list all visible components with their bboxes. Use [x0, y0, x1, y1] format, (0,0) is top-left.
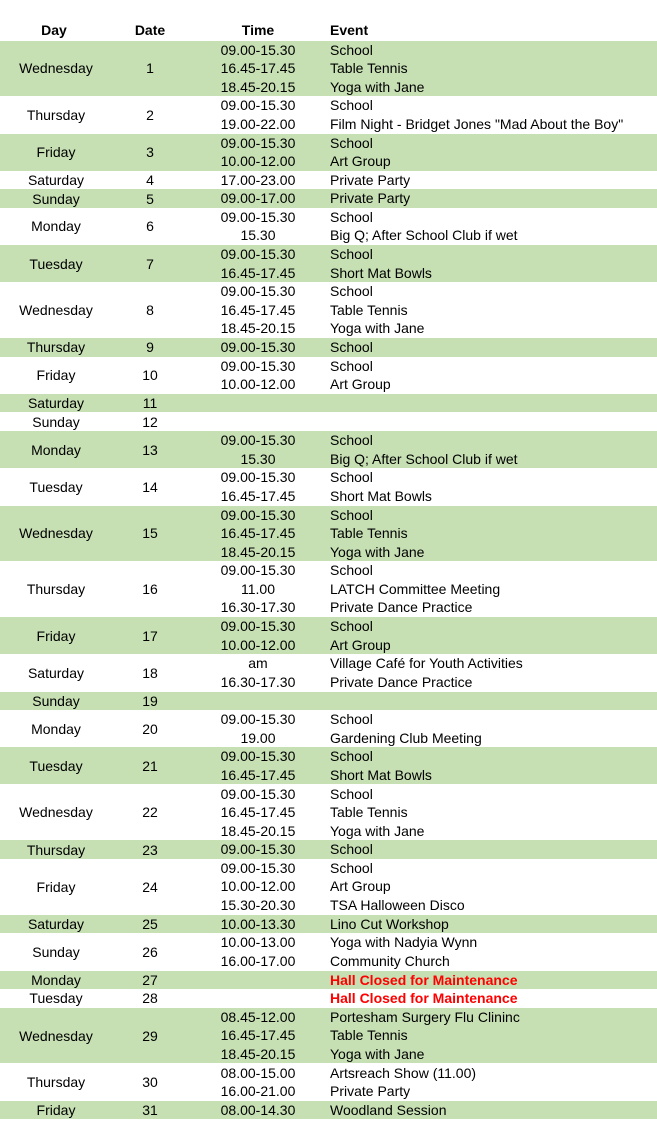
table-row	[0, 245, 657, 282]
event-text: School	[330, 283, 373, 300]
event-text: Private Party	[330, 171, 411, 188]
time-text: 16.45-17.45	[220, 60, 296, 77]
time-text: 09.00-15.30	[220, 432, 296, 449]
event-text: Table Tennis	[330, 1027, 408, 1044]
event-cell	[330, 747, 657, 784]
event-text: School	[330, 562, 373, 579]
event-text: Short Mat Bowls	[330, 264, 432, 281]
event-text: Film Night - Bridget Jones "Mad About the Boy"	[330, 115, 624, 132]
time-text: 09.00-15.30	[220, 41, 296, 58]
event-text: Village Café for Youth Activities	[330, 655, 523, 672]
time-cell	[198, 692, 318, 711]
date-cell: 3	[146, 144, 154, 161]
day-cell: Thursday	[26, 339, 86, 356]
event-cell	[330, 1008, 657, 1064]
date-cell: 23	[142, 841, 158, 858]
time-cell	[198, 1008, 318, 1064]
event-text: School	[330, 432, 373, 449]
time-text: 15.30-20.30	[220, 897, 296, 914]
closure-notice: Hall Closed for Maintenance	[330, 990, 518, 1007]
day-cell: Friday	[36, 878, 76, 895]
time-cell	[198, 1101, 318, 1120]
event-text: Artsreach Show (11.00)	[330, 1064, 477, 1081]
time-cell	[198, 785, 318, 841]
time-text: 09.00-15.30	[220, 841, 296, 858]
time-cell	[198, 413, 318, 432]
table-row	[0, 654, 657, 691]
event-cell	[330, 840, 657, 859]
date-cell: 29	[142, 1027, 158, 1044]
event-text: School	[330, 97, 373, 114]
day-cell: Wednesday	[19, 60, 93, 77]
event-text: School	[330, 859, 373, 876]
table-row	[0, 357, 657, 394]
event-text: Gardening Club Meeting	[330, 729, 482, 746]
time-cell	[198, 394, 318, 413]
event-text: School	[330, 208, 373, 225]
time-text: 18.45-20.15	[220, 543, 296, 560]
time-text: 10.00-12.00	[220, 376, 296, 393]
table-row	[0, 506, 657, 562]
time-text: 09.00-15.30	[220, 859, 296, 876]
day-cell: Saturday	[27, 171, 85, 188]
event-cell	[330, 859, 657, 915]
table-row	[0, 692, 657, 711]
date-cell: 1	[146, 60, 154, 77]
event-text: Table Tennis	[330, 804, 408, 821]
day-cell: Wednesday	[19, 302, 93, 319]
event-cell	[330, 561, 657, 617]
time-cell	[198, 41, 318, 97]
event-text: Private Dance Practice	[330, 599, 473, 616]
table-row	[0, 859, 657, 915]
time-text: 15.30	[240, 450, 276, 467]
event-cell	[330, 245, 657, 282]
event-cell	[330, 96, 657, 133]
day-cell: Tuesday	[29, 990, 83, 1007]
event-text: Art Group	[330, 878, 391, 895]
date-cell: 25	[142, 915, 158, 932]
day-cell: Thursday	[26, 581, 86, 598]
time-text: 09.00-17.00	[220, 190, 296, 207]
event-cell	[330, 189, 657, 208]
event-text: School	[330, 748, 373, 765]
event-text: Table Tennis	[330, 60, 408, 77]
event-text: School	[330, 469, 373, 486]
event-cell	[330, 357, 657, 394]
event-cell	[330, 468, 657, 505]
time-text: 09.00-15.30	[220, 748, 296, 765]
time-text: 18.45-20.15	[220, 1045, 296, 1062]
day-cell: Saturday	[27, 395, 85, 412]
date-cell: 16	[142, 581, 158, 598]
day-cell: Wednesday	[19, 804, 93, 821]
date-cell: 14	[142, 478, 158, 495]
time-text: 16.45-17.45	[220, 525, 296, 542]
date-cell: 24	[142, 878, 158, 895]
time-cell	[198, 506, 318, 562]
time-cell	[198, 971, 318, 990]
event-text: Private Party	[330, 190, 411, 207]
day-cell: Monday	[31, 441, 81, 458]
date-cell: 9	[146, 339, 154, 356]
event-text: Community Church	[330, 952, 450, 969]
time-text: 08.00-15.00	[220, 1064, 296, 1081]
event-cell	[330, 1064, 657, 1101]
date-cell: 13	[142, 441, 158, 458]
event-cell	[330, 338, 657, 357]
event-cell	[330, 971, 657, 990]
event-text: Portesham Surgery Flu Clininc	[330, 1008, 520, 1025]
date-cell: 12	[142, 413, 158, 430]
event-text: School	[330, 785, 373, 802]
table-row	[0, 413, 657, 432]
header-time: Time	[241, 22, 275, 38]
date-cell: 20	[142, 720, 158, 737]
time-cell	[198, 96, 318, 133]
day-cell: Thursday	[26, 841, 86, 858]
time-text: 16.45-17.45	[220, 264, 296, 281]
table-row	[0, 1101, 657, 1120]
time-cell	[198, 617, 318, 654]
date-cell: 26	[142, 943, 158, 960]
event-text: Art Group	[330, 636, 391, 653]
table-row	[0, 208, 657, 245]
time-cell	[198, 747, 318, 784]
time-cell	[198, 282, 318, 338]
table-row	[0, 933, 657, 970]
day-cell: Sunday	[32, 413, 80, 430]
time-cell	[198, 561, 318, 617]
date-cell: 10	[142, 367, 158, 384]
day-cell: Sunday	[32, 943, 80, 960]
header-day: Day	[41, 22, 67, 38]
time-cell	[198, 710, 318, 747]
day-cell: Sunday	[32, 692, 80, 709]
table-row	[0, 971, 657, 990]
table-row	[0, 1008, 657, 1064]
event-text: Yoga with Nadyia Wynn	[330, 934, 478, 951]
time-text: 16.30-17.30	[220, 673, 296, 690]
time-text: 09.00-15.30	[220, 134, 296, 151]
day-cell: Thursday	[26, 1074, 86, 1091]
event-text: Woodland Session	[330, 1101, 447, 1118]
event-text: School	[330, 246, 373, 263]
event-text: Yoga with Jane	[330, 320, 425, 337]
date-cell: 5	[146, 190, 154, 207]
event-cell	[330, 41, 657, 97]
time-text: 09.00-15.30	[220, 339, 296, 356]
time-text: 16.45-17.45	[220, 766, 296, 783]
date-cell: 18	[142, 664, 158, 681]
time-text: 18.45-20.15	[220, 78, 296, 95]
date-cell: 31	[142, 1101, 158, 1118]
table-row	[0, 989, 657, 1008]
event-text: Short Mat Bowls	[330, 487, 432, 504]
event-text: School	[330, 339, 373, 356]
table-row	[0, 1064, 657, 1101]
event-text: School	[330, 841, 373, 858]
date-cell: 4	[146, 171, 154, 188]
time-text: 09.00-15.30	[220, 469, 296, 486]
day-cell: Wednesday	[19, 1027, 93, 1044]
table-row	[0, 617, 657, 654]
table-row	[0, 710, 657, 747]
date-cell: 7	[146, 255, 154, 272]
header-date: Date	[134, 22, 166, 38]
time-text: 09.00-15.30	[220, 246, 296, 263]
event-cell	[330, 506, 657, 562]
time-text: 09.00-15.30	[220, 711, 296, 728]
time-text: 11.00	[241, 580, 275, 597]
table-row	[0, 561, 657, 617]
event-text: Short Mat Bowls	[330, 766, 432, 783]
time-cell	[198, 840, 318, 859]
table-row	[0, 394, 657, 413]
date-cell: 11	[142, 395, 158, 412]
event-text: Private Dance Practice	[330, 673, 473, 690]
time-text: 19.00	[240, 729, 276, 746]
closure-notice: Hall Closed for Maintenance	[330, 971, 518, 988]
time-text: 16.45-17.45	[220, 487, 296, 504]
time-text: 09.00-15.30	[220, 785, 296, 802]
table-row	[0, 785, 657, 841]
time-text: 17.00-23.00	[220, 171, 296, 188]
event-cell	[330, 617, 657, 654]
time-cell	[198, 989, 318, 1008]
event-cell	[330, 282, 657, 338]
time-cell	[198, 1064, 318, 1101]
day-cell: Wednesday	[19, 525, 93, 542]
event-text: Table Tennis	[330, 301, 408, 318]
table-row	[0, 41, 657, 97]
table-row	[0, 840, 657, 859]
event-text: Yoga with Jane	[330, 543, 425, 560]
day-cell: Saturday	[27, 915, 85, 932]
table-row	[0, 431, 657, 468]
event-cell	[330, 413, 657, 432]
time-text: 18.45-20.15	[220, 320, 296, 337]
time-text: 18.45-20.15	[220, 822, 296, 839]
event-text: Big Q; After School Club if wet	[330, 450, 518, 467]
event-text: Table Tennis	[330, 525, 408, 542]
time-text: 16.00-17.00	[220, 952, 296, 969]
time-text: 09.00-15.30	[220, 562, 296, 579]
day-cell: Friday	[36, 367, 76, 384]
day-cell: Monday	[31, 720, 81, 737]
event-cell	[330, 915, 657, 934]
time-cell	[198, 171, 318, 190]
time-text: 09.00-15.30	[220, 506, 296, 523]
event-text: School	[330, 506, 373, 523]
date-cell: 19	[142, 692, 158, 709]
event-cell	[330, 431, 657, 468]
time-text: 09.00-15.30	[220, 97, 296, 114]
time-cell	[198, 208, 318, 245]
time-cell	[198, 134, 318, 171]
table-row	[0, 338, 657, 357]
event-text: School	[330, 357, 373, 374]
day-cell: Friday	[36, 1101, 76, 1118]
date-cell: 28	[142, 990, 158, 1007]
event-cell	[330, 171, 657, 190]
event-cell	[330, 1101, 657, 1120]
table-row	[0, 189, 657, 208]
time-text: 10.00-12.00	[220, 878, 296, 895]
time-text: 16.45-17.45	[220, 301, 296, 318]
event-text: School	[330, 41, 373, 58]
event-cell	[330, 208, 657, 245]
event-cell	[330, 134, 657, 171]
day-cell: Tuesday	[29, 478, 83, 495]
time-cell	[198, 189, 318, 208]
time-text: 09.00-15.30	[220, 357, 296, 374]
date-cell: 17	[142, 627, 158, 644]
time-cell	[198, 933, 318, 970]
date-cell: 6	[146, 218, 154, 235]
table-row	[0, 747, 657, 784]
date-cell: 21	[142, 757, 158, 774]
time-cell	[198, 245, 318, 282]
event-text: Art Group	[330, 376, 391, 393]
time-cell	[198, 859, 318, 915]
table-row	[0, 915, 657, 934]
event-text: Private Party	[330, 1083, 411, 1100]
event-cell	[330, 654, 657, 691]
time-text: 16.30-17.30	[220, 599, 296, 616]
day-cell: Monday	[31, 218, 81, 235]
time-text: 09.00-15.30	[220, 283, 296, 300]
time-text: 08.45-12.00	[220, 1008, 296, 1025]
time-text: 10.00-12.00	[220, 153, 296, 170]
table-row	[0, 134, 657, 171]
table-row	[0, 468, 657, 505]
table-row	[0, 171, 657, 190]
time-cell	[198, 654, 318, 691]
time-cell	[198, 468, 318, 505]
time-text: 09.00-15.30	[220, 208, 296, 225]
day-cell: Friday	[36, 627, 76, 644]
day-cell: Friday	[36, 144, 76, 161]
time-text: am	[248, 655, 268, 672]
date-cell: 22	[142, 804, 158, 821]
day-cell: Saturday	[27, 664, 85, 681]
time-text: 19.00-22.00	[220, 115, 296, 132]
day-cell: Sunday	[32, 190, 80, 207]
event-text: Yoga with Jane	[330, 1045, 425, 1062]
event-text: Lino Cut Workshop	[330, 915, 449, 932]
time-text: 10.00-12.00	[220, 636, 296, 653]
time-text: 16.00-21.00	[220, 1083, 296, 1100]
table-row	[0, 96, 657, 133]
event-text: School	[330, 618, 373, 635]
time-cell	[198, 915, 318, 934]
time-cell	[198, 338, 318, 357]
day-cell: Tuesday	[29, 255, 83, 272]
event-text: Yoga with Jane	[330, 78, 425, 95]
event-cell	[330, 933, 657, 970]
day-cell: Monday	[31, 971, 81, 988]
day-cell: Tuesday	[29, 757, 83, 774]
time-cell	[198, 431, 318, 468]
event-text: Art Group	[330, 153, 391, 170]
event-text: School	[330, 711, 373, 728]
date-cell: 8	[146, 302, 154, 319]
day-cell: Thursday	[26, 106, 86, 123]
date-cell: 27	[142, 971, 158, 988]
event-cell	[330, 989, 657, 1008]
time-text: 15.30	[240, 227, 276, 244]
header-event: Event	[330, 22, 369, 38]
event-text: TSA Halloween Disco	[330, 897, 465, 914]
event-cell	[330, 692, 657, 711]
table-row	[0, 282, 657, 338]
event-cell	[330, 785, 657, 841]
time-text: 10.00-13.00	[220, 934, 296, 951]
event-cell	[330, 394, 657, 413]
time-text: 09.00-15.30	[220, 618, 296, 635]
date-cell: 30	[142, 1074, 158, 1091]
time-text: 08.00-14.30	[220, 1101, 296, 1118]
event-text: LATCH Committee Meeting	[330, 580, 501, 597]
event-text: Yoga with Jane	[330, 822, 425, 839]
time-text: 16.45-17.45	[220, 804, 296, 821]
event-text: School	[330, 134, 373, 151]
time-text: 10.00-13.30	[220, 915, 296, 932]
time-cell	[198, 357, 318, 394]
date-cell: 2	[146, 106, 154, 123]
date-cell: 15	[142, 525, 158, 542]
event-cell	[330, 710, 657, 747]
event-text: Big Q; After School Club if wet	[330, 227, 518, 244]
time-text: 16.45-17.45	[220, 1027, 296, 1044]
